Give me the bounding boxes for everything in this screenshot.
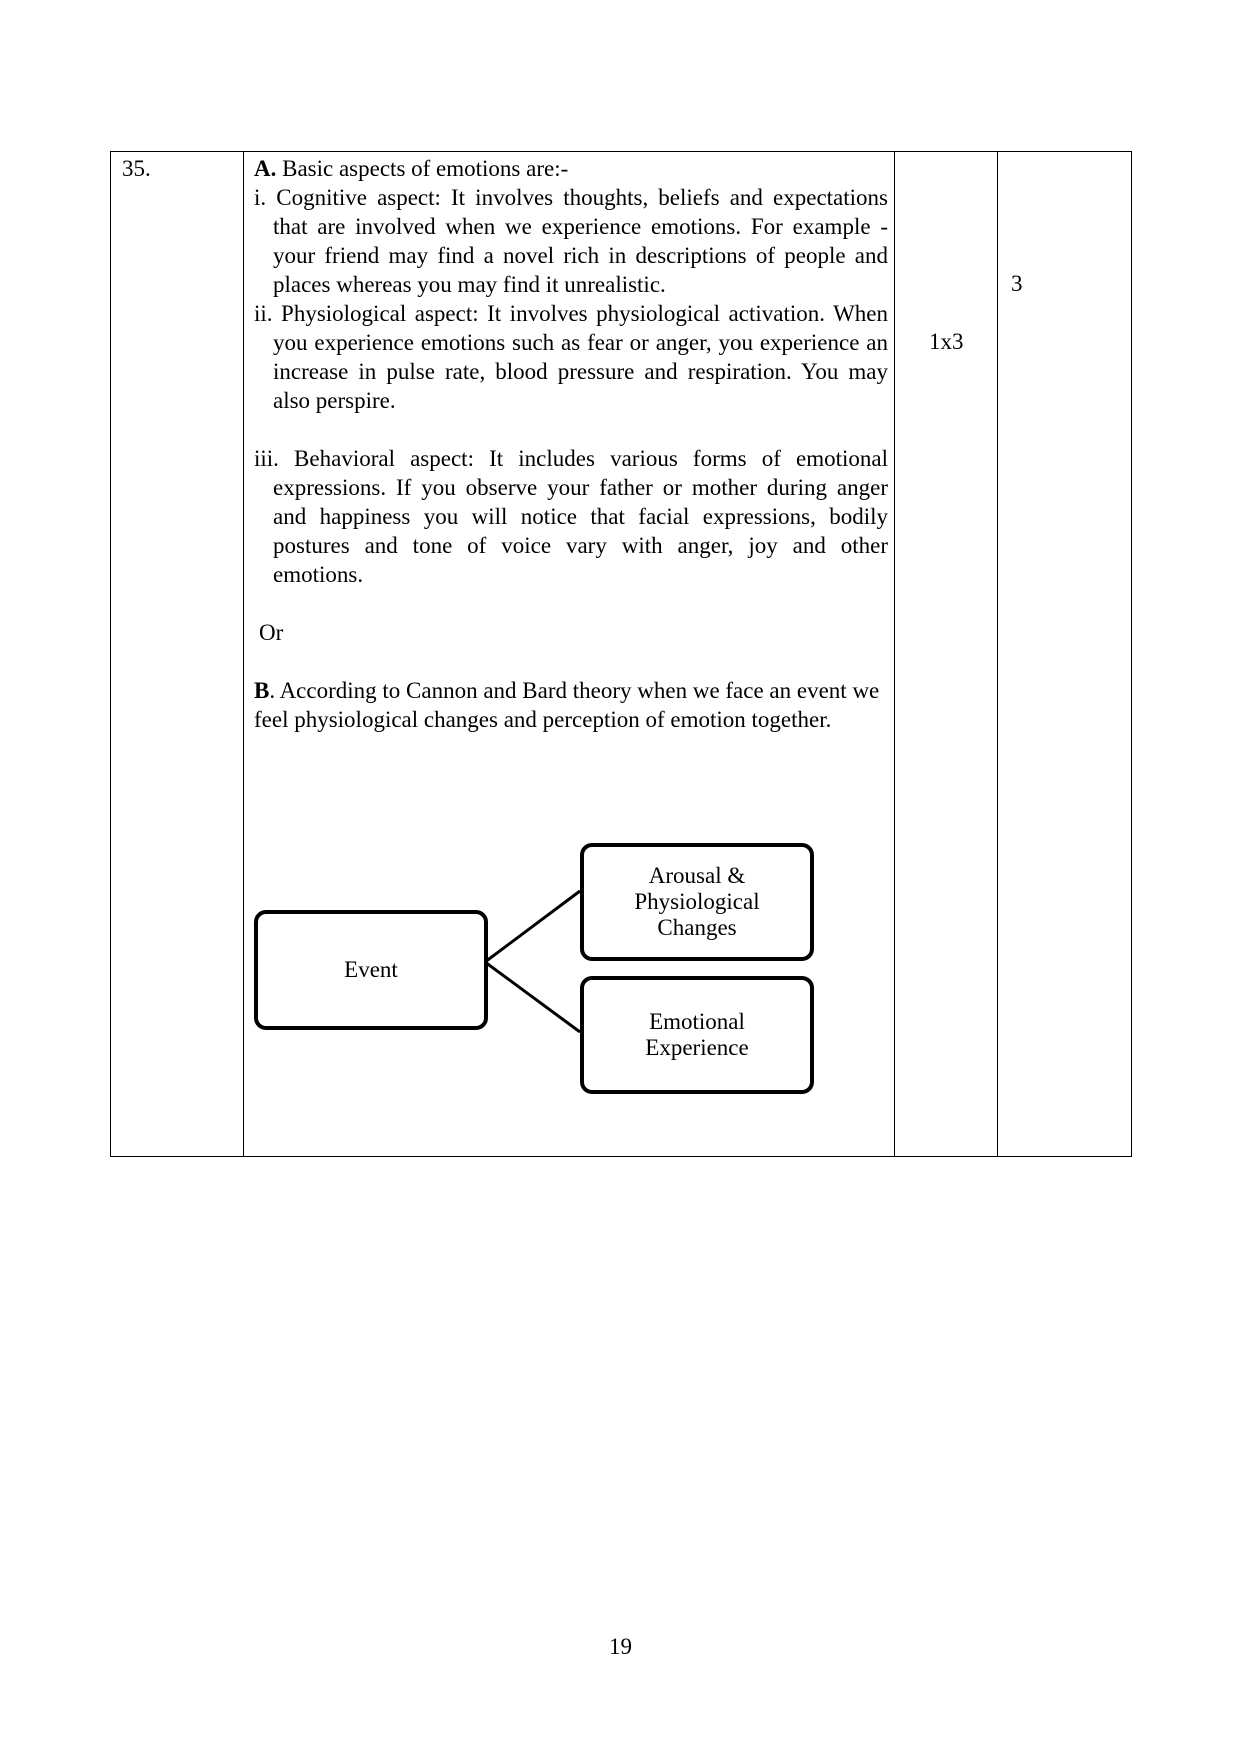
column-divider bbox=[894, 152, 895, 1156]
column-divider bbox=[243, 152, 244, 1156]
emotional-experience-box bbox=[580, 976, 814, 1094]
part-b-body: . According to Cannon and Bard theory when we face an event we feel physiological changes and perception of emotion together. bbox=[254, 678, 880, 732]
connector-line-lower bbox=[485, 962, 580, 1032]
cannon-bard-diagram bbox=[254, 832, 888, 1132]
event-label: Event bbox=[344, 957, 398, 982]
answer-cell bbox=[254, 154, 888, 734]
part-a-intro: Basic aspects of emotions are:- bbox=[276, 156, 569, 181]
arousal-box bbox=[580, 843, 814, 961]
column-divider bbox=[997, 152, 998, 1156]
or-label: Or bbox=[259, 620, 284, 645]
marks-split: 1x3 bbox=[929, 329, 964, 354]
question-number: 35. bbox=[122, 156, 151, 181]
part-a-item: i. Cognitive aspect: It involves thoughts, beliefs and expectations that are involved when we experience emotions. For example - your friend may find a novel rich in descriptions of people and places whereas you may find it unrealistic. bbox=[254, 185, 888, 297]
part-b-text bbox=[254, 676, 888, 734]
part-a-heading bbox=[254, 154, 888, 183]
total-marks: 3 bbox=[1011, 271, 1023, 296]
page-number: 19 bbox=[609, 1634, 632, 1659]
event-box bbox=[254, 910, 488, 1030]
part-a-label: A. bbox=[254, 156, 277, 181]
part-a-item: iii. Behavioral aspect: It includes various forms of emotional expressions. If you observe your father or mother during anger and happiness you will notice that facial expressions, bodily postures and tone of voice vary with anger, joy and other emotions. bbox=[254, 446, 888, 587]
marking-scheme-table bbox=[110, 151, 1132, 1157]
emotional-experience-label: Emotional Experience bbox=[645, 1009, 749, 1060]
part-a-item: ii. Physiological aspect: It involves physiological activation. When you experience emotions such as fear or anger, you experience an increase in pulse rate, blood pressure and respiration. You may also perspire. bbox=[254, 301, 888, 413]
part-b-label: B bbox=[254, 678, 270, 703]
arousal-label: Arousal & Physiological Changes bbox=[634, 863, 760, 940]
connector-line-upper bbox=[485, 891, 580, 962]
